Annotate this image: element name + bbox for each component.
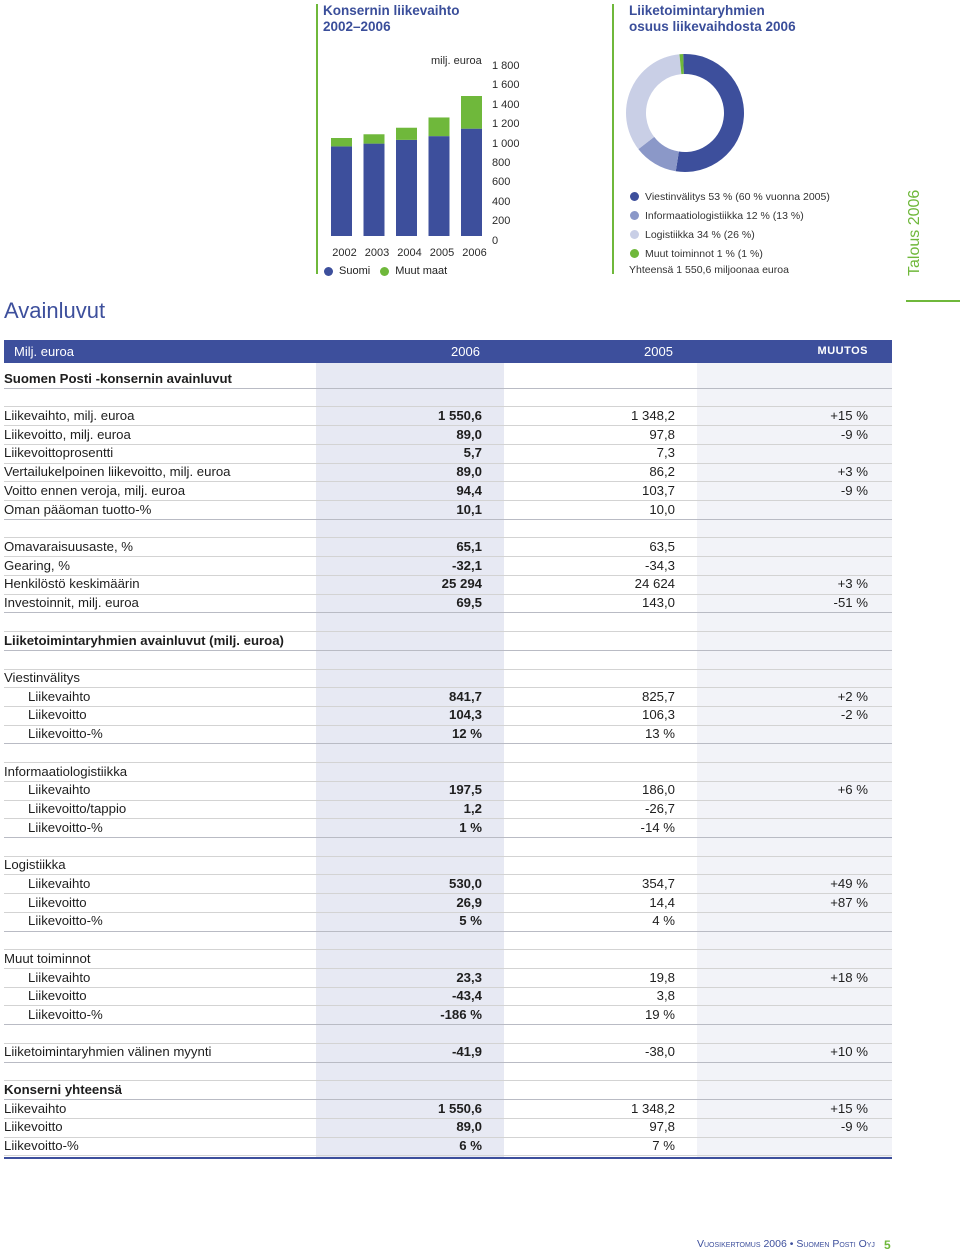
row-label: Liikevoitto, milj. euroa bbox=[4, 426, 131, 442]
x-tick-label: 2004 bbox=[397, 247, 422, 259]
table-row bbox=[4, 463, 892, 482]
table-row bbox=[4, 557, 892, 576]
value-change: -9 % bbox=[840, 426, 868, 442]
y-tick-label: 200 bbox=[492, 215, 511, 228]
row-label: Liikevoitto/tappio bbox=[28, 801, 127, 817]
legend-suomi-swatch bbox=[324, 267, 333, 276]
value-2006: 89,0 bbox=[456, 426, 482, 442]
value-2006: 1 550,6 bbox=[438, 1100, 482, 1116]
value-2005: 7 % bbox=[652, 1138, 675, 1154]
value-2005: -26,7 bbox=[644, 801, 675, 817]
y-tick-label: 600 bbox=[492, 176, 511, 189]
unit-label: milj. euroa bbox=[431, 55, 482, 67]
row-label: Vertailukelpoinen liikevoitto, milj. euroa bbox=[4, 464, 231, 480]
value-2006: 89,0 bbox=[456, 464, 482, 480]
legend-logistiikka: Logistiikka 34 % (26 %) bbox=[630, 225, 910, 244]
bar-2006-suomi bbox=[461, 129, 482, 236]
bar-legend bbox=[324, 265, 447, 277]
bar-2006-muut-maat bbox=[461, 96, 482, 129]
side-rule bbox=[906, 300, 960, 302]
row-label: Investoinnit, milj. euroa bbox=[4, 595, 139, 611]
value-2006: 10,1 bbox=[456, 501, 482, 517]
row-label: Liikevaihto bbox=[28, 688, 91, 704]
value-2006: 841,7 bbox=[448, 688, 482, 704]
donut-legend bbox=[630, 187, 910, 263]
y-tick-label: 0 bbox=[492, 234, 499, 247]
value-change: +6 % bbox=[837, 782, 868, 798]
value-change: -9 % bbox=[840, 482, 868, 498]
x-tick-label: 2006 bbox=[462, 247, 487, 259]
bar-2004-muut-maat bbox=[396, 128, 417, 140]
table-row bbox=[4, 1137, 892, 1156]
row-label: Logistiikka bbox=[4, 857, 66, 873]
y-axis-ticks bbox=[492, 60, 532, 260]
header-change: MUUTOS bbox=[817, 345, 868, 357]
row-label: Liikevoitto bbox=[4, 1119, 63, 1135]
y-tick-label: 1 200 bbox=[492, 118, 520, 131]
value-2005: 24 624 bbox=[634, 576, 675, 592]
value-2006: 1 550,6 bbox=[438, 407, 482, 423]
value-change: +49 % bbox=[830, 875, 868, 891]
table-section-heading bbox=[4, 632, 892, 651]
row-label: Voitto ennen veroja, milj. euroa bbox=[4, 482, 186, 498]
table-blank-row bbox=[4, 838, 892, 857]
row-label: Informaatiologistiikka bbox=[4, 763, 128, 779]
row-label: Liikevoitto bbox=[28, 707, 87, 723]
legend-suomi: Suomi bbox=[339, 265, 371, 277]
value-2006: 197,5 bbox=[448, 782, 482, 798]
value-change: +18 % bbox=[830, 969, 868, 985]
bar-2004-suomi bbox=[396, 140, 417, 236]
value-change: -9 % bbox=[840, 1119, 868, 1135]
table-blank-row bbox=[4, 650, 892, 669]
value-2005: 97,8 bbox=[649, 1119, 675, 1135]
row-label: Oman pääoman tuotto-% bbox=[4, 501, 152, 517]
legend-muut-maat: Muut maat bbox=[395, 265, 448, 277]
value-2006: 25 294 bbox=[441, 576, 482, 592]
side-title: Talous 2006 bbox=[906, 189, 923, 276]
value-2005: -38,0 bbox=[644, 1044, 675, 1060]
row-label: Omavaraisuusaste, % bbox=[4, 538, 133, 554]
value-2006: 89,0 bbox=[456, 1119, 482, 1135]
row-label: Muut toiminnot bbox=[4, 950, 91, 966]
table-section-heading bbox=[4, 370, 892, 389]
row-label: Liikevoitto bbox=[28, 988, 87, 1004]
row-label: Liikevoittoprosentti bbox=[4, 445, 114, 461]
value-change: +3 % bbox=[837, 464, 868, 480]
donut-slice-viestinv-litys bbox=[676, 54, 744, 172]
y-tick-label: 1 400 bbox=[492, 98, 520, 111]
table-row bbox=[4, 482, 892, 501]
value-2005: 14,4 bbox=[649, 894, 675, 910]
row-label: Liikevoitto bbox=[28, 894, 87, 910]
table-row bbox=[4, 688, 892, 707]
value-2005: 106,3 bbox=[641, 707, 675, 723]
value-2005: 3,8 bbox=[656, 988, 675, 1004]
row-label: Henkilöstö keskimäärin bbox=[4, 576, 140, 592]
legend-muut-swatch bbox=[380, 267, 389, 276]
row-label: Konserni yhteensä bbox=[4, 1081, 122, 1097]
value-2006: 94,4 bbox=[456, 482, 482, 498]
row-label: Liiketoimintaryhmien avainluvut (milj. euroa) bbox=[4, 632, 284, 648]
value-2006: 6 % bbox=[459, 1138, 482, 1154]
value-2006: 5 % bbox=[459, 913, 482, 929]
table-row bbox=[4, 725, 892, 744]
table-row bbox=[4, 1100, 892, 1119]
table-blank-row bbox=[4, 613, 892, 632]
value-change: +87 % bbox=[830, 894, 868, 910]
revenue-bar-chart bbox=[318, 48, 578, 278]
table-group-label bbox=[4, 950, 892, 969]
table-row bbox=[4, 407, 892, 426]
footer bbox=[697, 1238, 875, 1250]
table-row bbox=[4, 1043, 892, 1062]
table-blank-row bbox=[4, 388, 892, 407]
value-2005: 10,0 bbox=[649, 501, 675, 517]
value-2005: 1 348,2 bbox=[631, 1100, 675, 1116]
value-2006: 104,3 bbox=[448, 707, 482, 723]
x-tick-label: 2003 bbox=[364, 247, 390, 259]
value-2005: 186,0 bbox=[641, 782, 675, 798]
value-2006: -43,4 bbox=[451, 988, 482, 1004]
value-2005: 143,0 bbox=[641, 595, 675, 611]
row-label: Liiketoimintaryhmien välinen myynti bbox=[4, 1044, 212, 1060]
table-row bbox=[4, 987, 892, 1006]
table-blank-row bbox=[4, 931, 892, 950]
table-blank-row bbox=[4, 1062, 892, 1081]
table-row bbox=[4, 1118, 892, 1137]
value-change: +3 % bbox=[837, 576, 868, 592]
table-row bbox=[4, 969, 892, 988]
value-2005: 19 % bbox=[644, 1006, 675, 1022]
value-change: -2 % bbox=[840, 707, 868, 723]
right-chart-title: Liiketoimintaryhmien osuus liikevaihdosta 2006 bbox=[629, 3, 796, 34]
table-row bbox=[4, 894, 892, 913]
value-2006: 1 % bbox=[459, 819, 482, 835]
table-row bbox=[4, 501, 892, 520]
value-2006: 23,3 bbox=[456, 969, 482, 985]
y-tick-label: 1 000 bbox=[492, 137, 520, 150]
value-2005: 86,2 bbox=[649, 464, 675, 480]
value-change: +15 % bbox=[830, 1100, 868, 1116]
table-header bbox=[4, 340, 892, 363]
legend-muut-toiminnot: Muut toiminnot 1 % (1 %) bbox=[630, 244, 910, 263]
value-2005: 7,3 bbox=[656, 445, 675, 461]
table-blank-row bbox=[4, 519, 892, 538]
table-row bbox=[4, 426, 892, 445]
row-label: Liikevaihto bbox=[28, 782, 91, 798]
donut-slice-logistiikka bbox=[626, 54, 681, 149]
value-2006: 26,9 bbox=[456, 894, 482, 910]
table-row bbox=[4, 781, 892, 800]
value-2005: -34,3 bbox=[644, 557, 675, 573]
legend-viestinvalitys: Viestinvälitys 53 % (60 % vuonna 2005) bbox=[630, 187, 910, 206]
table-row bbox=[4, 444, 892, 463]
value-change: -51 % bbox=[833, 595, 868, 611]
section-title: Avainluvut bbox=[4, 298, 106, 323]
table-row bbox=[4, 875, 892, 894]
value-2006: 530,0 bbox=[448, 875, 482, 891]
table-row bbox=[4, 575, 892, 594]
value-2005: 103,7 bbox=[641, 482, 675, 498]
value-2005: 354,7 bbox=[641, 875, 675, 891]
value-2006: -32,1 bbox=[451, 557, 482, 573]
table-row bbox=[4, 594, 892, 613]
y-tick-label: 800 bbox=[492, 157, 511, 169]
value-change: +2 % bbox=[837, 688, 868, 704]
row-label: Liikevoitto-% bbox=[28, 726, 103, 742]
row-label: Liikevoitto-% bbox=[28, 913, 103, 929]
right-chart-rule bbox=[612, 4, 614, 274]
row-label: Liikevaihto bbox=[28, 875, 91, 891]
table-row bbox=[4, 912, 892, 931]
value-change: +15 % bbox=[830, 407, 868, 423]
value-2005: 4 % bbox=[652, 913, 675, 929]
donut-total: Yhteensä 1 550,6 miljoonaa euroa bbox=[629, 264, 789, 276]
x-tick-label: 2002 bbox=[332, 247, 357, 259]
value-change: +10 % bbox=[830, 1044, 868, 1060]
row-label: Liikevaihto bbox=[4, 1100, 67, 1116]
table-group-label bbox=[4, 763, 892, 782]
value-2005: 19,8 bbox=[649, 969, 675, 985]
header-2005: 2005 bbox=[644, 344, 673, 359]
footer-company: Suomen Posti Oyj bbox=[796, 1238, 875, 1250]
value-2005: 97,8 bbox=[649, 426, 675, 442]
value-2006: -186 % bbox=[440, 1006, 482, 1022]
value-2006: 12 % bbox=[451, 726, 482, 742]
value-2005: 63,5 bbox=[649, 538, 675, 554]
row-label: Suomen Posti -konsernin avainluvut bbox=[4, 370, 232, 386]
bar-2005-muut-maat bbox=[429, 117, 450, 136]
row-label: Gearing, % bbox=[4, 557, 70, 573]
row-label: Liikevaihto bbox=[28, 969, 91, 985]
bar-2003-muut-maat bbox=[364, 134, 385, 143]
business-share-donut-chart bbox=[622, 50, 752, 180]
value-2006: -41,9 bbox=[451, 1044, 482, 1060]
footer-title: Vuosikertomus 2006 bbox=[697, 1238, 787, 1250]
table-blank-row bbox=[4, 744, 892, 763]
table-bottom-rule bbox=[4, 1157, 892, 1159]
table-row bbox=[4, 800, 892, 819]
row-label: Liikevoitto-% bbox=[28, 1006, 103, 1022]
table-group-label bbox=[4, 856, 892, 875]
value-2005: 1 348,2 bbox=[631, 407, 675, 423]
left-chart-title: Konsernin liikevaihto 2002–2006 bbox=[323, 3, 460, 34]
row-label: Liikevaihto, milj. euroa bbox=[4, 407, 135, 423]
header-unit: Milj. euroa bbox=[14, 344, 74, 359]
table-row bbox=[4, 1006, 892, 1025]
value-2005: 13 % bbox=[644, 726, 675, 742]
value-2006: 5,7 bbox=[463, 445, 482, 461]
bar-2002-muut-maat bbox=[331, 138, 352, 146]
x-tick-label: 2005 bbox=[429, 247, 455, 259]
row-label: Liikevoitto-% bbox=[4, 1138, 79, 1154]
row-label: Liikevoitto-% bbox=[28, 819, 103, 835]
table-section-heading bbox=[4, 1081, 892, 1100]
table-row bbox=[4, 706, 892, 725]
table-row bbox=[4, 538, 892, 557]
value-2006: 1,2 bbox=[463, 801, 482, 817]
table-row bbox=[4, 819, 892, 838]
bar-2002-suomi bbox=[331, 146, 352, 236]
footer-bullet: • bbox=[789, 1238, 794, 1250]
table-group-label bbox=[4, 669, 892, 688]
header-2006: 2006 bbox=[451, 344, 480, 359]
value-2005: 825,7 bbox=[641, 688, 675, 704]
legend-informaatiologistiikka: Informaatiologistiikka 12 % (13 %) bbox=[630, 206, 910, 225]
bar-2005-suomi bbox=[429, 136, 450, 236]
bar-2003-suomi bbox=[364, 144, 385, 236]
value-2006: 65,1 bbox=[456, 538, 482, 554]
y-tick-label: 1 600 bbox=[492, 79, 520, 92]
page-number: 5 bbox=[884, 1238, 891, 1252]
value-2005: -14 % bbox=[640, 819, 675, 835]
y-tick-label: 1 800 bbox=[492, 60, 520, 72]
table-blank-row bbox=[4, 1025, 892, 1044]
value-2006: 69,5 bbox=[456, 595, 482, 611]
row-label: Viestinvälitys bbox=[4, 670, 80, 686]
y-tick-label: 400 bbox=[492, 195, 511, 208]
